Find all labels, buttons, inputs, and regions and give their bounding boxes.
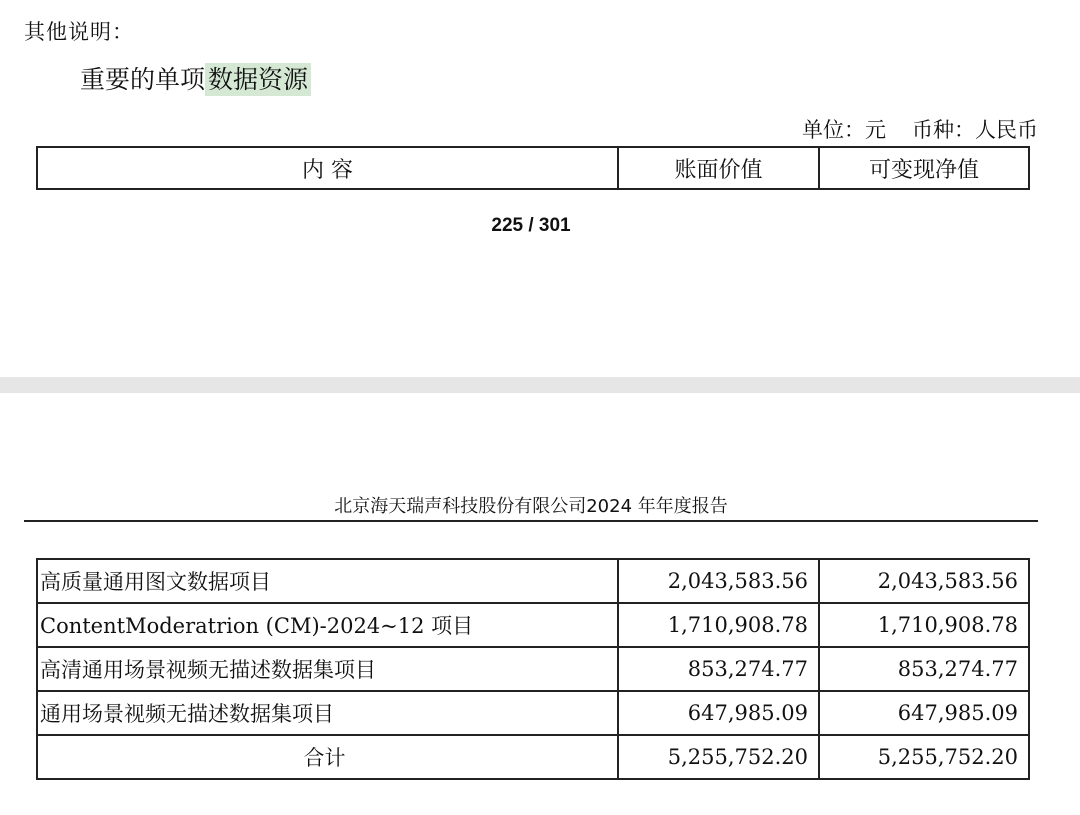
table-row xyxy=(37,603,1029,647)
row-net-realizable-value: 853,274.77 xyxy=(819,647,1029,691)
row-book-value: 853,274.77 xyxy=(618,647,819,691)
row-name: ContentModeratrion (CM)-2024~12 项目 xyxy=(37,603,618,647)
column-header-net-realizable-value: 可变现净值 xyxy=(819,147,1029,189)
row-book-value: 2,043,583.56 xyxy=(618,559,819,603)
row-net-realizable-value: 1,710,908.78 xyxy=(819,603,1029,647)
row-book-value: 647,985.09 xyxy=(618,691,819,735)
data-resources-table xyxy=(36,558,1030,780)
currency-text: 币种：人民币 xyxy=(912,118,1038,142)
row-name: 高质量通用图文数据项目 xyxy=(37,559,618,603)
total-net-realizable-value: 5,255,752.20 xyxy=(819,735,1029,779)
row-name: 通用场景视频无描述数据集项目 xyxy=(37,691,618,735)
report-title: 北京海天瑞声科技股份有限公司2024 年年度报告 xyxy=(334,496,728,517)
table-row xyxy=(37,559,1029,603)
table-row xyxy=(37,691,1029,735)
other-notes-label: 其他说明： xyxy=(24,20,134,44)
section-heading xyxy=(80,60,311,96)
column-header-content: 内 容 xyxy=(37,147,618,189)
row-book-value: 1,710,908.78 xyxy=(618,603,819,647)
page-number: 225 / 301 xyxy=(491,215,571,236)
heading-highlight: 数据资源 xyxy=(205,63,311,96)
row-net-realizable-value: 2,043,583.56 xyxy=(819,559,1029,603)
header-rule xyxy=(24,520,1038,522)
table-header xyxy=(36,146,1030,190)
unit-currency-line xyxy=(802,114,1038,144)
page-separator xyxy=(0,377,1080,393)
total-row xyxy=(37,735,1029,779)
row-net-realizable-value: 647,985.09 xyxy=(819,691,1029,735)
total-book-value: 5,255,752.20 xyxy=(618,735,819,779)
heading-prefix: 重要的单项 xyxy=(80,65,206,94)
unit-text: 单位：元 xyxy=(802,118,886,142)
total-label: 合计 xyxy=(37,735,618,779)
row-name: 高清通用场景视频无描述数据集项目 xyxy=(37,647,618,691)
column-header-book-value: 账面价值 xyxy=(618,147,819,189)
table-row xyxy=(37,647,1029,691)
